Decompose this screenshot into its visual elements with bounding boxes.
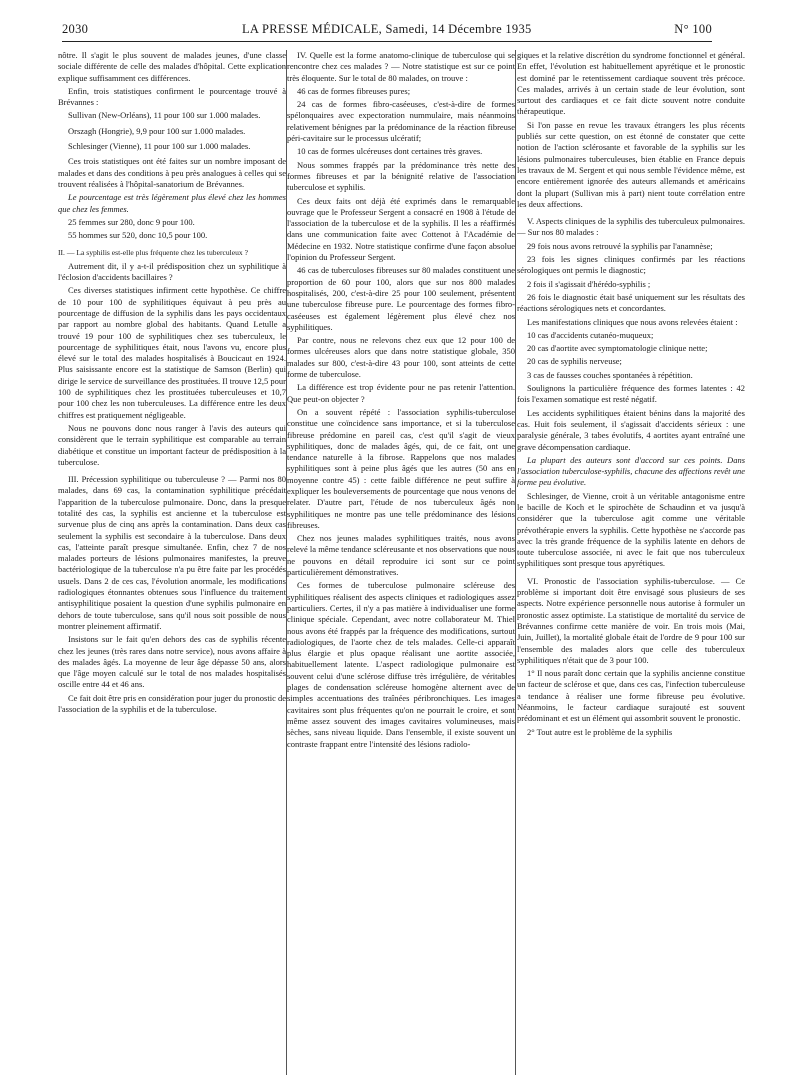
list-item: 3 cas de fausses couches spontanées à répétition. [527,369,693,380]
statistic-item: Schlesinger (Vienne), 11 pour 100 sur 1.000 malades. [68,141,251,152]
list-item: 2 fois il s'agissait d'hérédo-syphilis ; [527,278,651,289]
paragraph: Ces diverses statistiques infirment cette hypothèse. Ce chiffre de 10 pour 100 de syphilitiques équivaut à peu près au pourcentage de diffusion de la syphilis dans les pays occidentaux par rapport au nombre global des habitants. Quand Letulle a trouvé 19 pour 100 de syphilitiques chez ses tuberculeux, le pourcentage de syphilitiques était, nous l'avons vu, encore plus élevé sur le total des malades hospitalisés à Boucicaut en 1924. Plus saisissante encore est la statistique de Samson (Berlin) qui dirige le service de surveillance des prostituées. Il trouve 12,5 pour 100 de syphilitiques chez les prostituées tuberculeuses et 10,7 pour 100 chez les non tuberculeuses. La différence entre les deux chiffres est pratiquement négligeable. [58,285,286,420]
column-1 [58,50,286,1075]
page-header [62,22,712,42]
page-number: 2030 [62,22,89,36]
section-paragraph: VI. Pronostic de l'association syphilis-tuberculose. — Ce problème si important doit être envisagé sous plusieurs de ses aspects. Notre expérience personnelle nous autorise à formuler un pronostic assez optimiste. La statistique de mortalité du service de Brévannes confirme cette manière de voir. En trois mois (Mai, Juin, Juillet), la mortalité globale était de l'ordre de 9 pour 100 sur l'ensemble des malades alors que celle des tuberculeux syphilitiques n'était que de 3 pour 100. [517,575,745,665]
list-item: 10 cas d'accidents cutanéo-muqueux; [527,329,654,340]
paragraph: 2° Tout autre est le problème de la syphilis [527,726,673,737]
statistic-item: 25 femmes sur 280, donc 9 pour 100. [68,216,195,227]
paragraph: Les accidents syphilitiques étaient bénins dans la majorité des cas. Huit fois seulement, il s'agissait d'accidents sérieux : une paralysie générale, 3 tabes évolutifs, 4 aortites ayant entraîné une grave décompensation cardiaque. [517,407,745,452]
paragraph: Par contre, nous ne relevons chez eux que 12 pour 100 de formes ulcéreuses alors que dans notre statistique globale, 350 malades sur 800, c'est-à-dire 43 pour 100, sont atteints de cette forme de tuberculose. [287,335,515,380]
paragraph: La plupart des auteurs sont d'accord sur ces points. Dans l'association tuberculose-syphilis, chacune des affections revêt une forme peu évolutive. [517,454,745,488]
statistic-item: 55 hommes sur 520, donc 10,5 pour 100. [68,230,208,241]
paragraph: On a souvent répété : l'association syphilis-tuberculose constitue une coïncidence sans importance, et si la tuberculose fibreuse prédomine en pareil cas, c'est qu'il s'agit de vieux syphilitiques, donc de malades âgés, qui, de ce fait, ont une tendance naturelle à la fibrose. Rappelons que nos malades syphilitiques sont à peine plus âgés que les autres (50 ans en moyenne contre 45) : cette faible différence ne peut suffire à expliquer les bouleversements de pourcentage que nous venons de relater. D'autre part, l'étude de nos tuberculeux âgés non syphilitiques ne montre pas une telle prédominance des lésions fibreuses. [287,406,515,530]
section-paragraph: V. Aspects cliniques de la syphilis des tuberculeux pulmonaires. — Sur nos 80 malades : [517,216,745,238]
paragraph: Chez nos jeunes malades syphilitiques traités, nous avons relevé la même tendance scléreusante et nos observations que nous ne pouvons en détail reproduire ici sont sur ce point particulièrement démonstratives. [287,533,515,578]
section-paragraph: III. Précession syphilitique ou tuberculeuse ? — Parmi nos 80 malades, dans 69 cas, la contamination syphilitique précédait l'apparition de la tuberculose pulmonaire. Donc, dans la presque totalité des cas, la syphilis est ancienne et la tuberculose est survenue plus de cinq ans après la contamination. Dans deux cas seulement la syphilis est secondaire à la tuberculose. Dans deux cas, l'atteinte paraît presque simultanée. Enfin, chez 7 de nos malades porteurs de lésions pulmonaires manifestes, la preuve bactériologique de la tuberculose n'a pu être faite par les procédés usuels. Dans 2 de ces cas, l'évolution anormale, les modifications radiologiques étonnantes obtenues sous l'influence du traitement antisyphilitique posaient la question d'une syphilis pulmonaire en dehors de toute tuberculose, sans qu'il nous soit possible de nous montrer pleinement affirmatif. [58,474,286,631]
statistic-item: Sullivan (New-Orléans), 11 pour 100 sur 1.000 malades. [68,110,261,121]
paragraph: Ce fait doit être pris en considération pour juger du pronostic de l'association de la syphilis et de la tuberculose. [58,692,286,715]
paragraph: Si l'on passe en revue les travaux étrangers les plus récents publiés sur cette question, on est étonné de constater que cette notion de l'action sclérosante et favorable de la syphilis sur les lésions pulmonaires tuberculeuses, bien établie en France depuis les travaux de M. Sergent et qui nous semble l'évidence même, est encore entièrement ignorée des auteurs allemands et américains dont la plupart (Sullivan mis à part) nient toute corrélation entre les deux affections. [517,119,745,209]
paragraph: Enfin, trois statistiques confirment le pourcentage trouvé à Brévannes : [58,85,286,108]
paragraph: La différence est trop évidente pour ne pas retenir l'attention. Que peut-on objecter ? [287,382,515,404]
column-rule [515,50,516,1075]
paragraph: Les manifestations cliniques que nous avons relevées étaient : [527,316,738,327]
paragraph: Autrement dit, il y a-t-il prédisposition chez un syphilitique à l'éclosion d'accidents bacillaires ? [58,260,286,283]
paragraph: Schlesinger, de Vienne, croit à un véritable antagonisme entre le bacille de Koch et le spirochète de Schaudinn et va jusqu'à considérer que la tuberculose agit comme une véritable prévothérapie envers la syphilis. Cette hypothèse ne s'accorde pas avec la très grande fréquence de la syphilis latente en dehors de toute tuberculose associée, ni avec le fait que nos tuberculeux syphilitiques sont presque tous apyrétiques. [517,490,745,569]
paragraph: Insistons sur le fait qu'en dehors des cas de syphilis récente chez les jeunes (très rares dans notre service), nous avons affaire à des malades âgés. La moyenne de leur âge dépasse 50 ans, alors que l'âge moyen calculé sur le total de nos malades hospitalisés oscille entre 44 et 46 ans. [58,634,286,690]
paragraph: Nous ne pouvons donc nous ranger à l'avis des auteurs qui considèrent que le terrain syphilitique est comparable au terrain diabétique et constitue un important facteur de prédisposition à la tuberculose. [58,422,286,467]
list-item: 20 cas de syphilis nerveuse; [527,356,622,367]
column-2 [287,50,515,1075]
list-item: 23 fois les signes cliniques confirmés par les réactions sérologiques ont permis le diagnostic; [517,254,745,276]
paragraph: giques et la relative discrétion du syndrome fonctionnel et général. En effet, l'évolution est habituellement apyrétique et le pronostic est dominé par le retentissement cardiaque souvent très précoce. Ces malades, arrivés à un certain stade de leur évolution, sont surtout des cardiaques et ce fait dicte souvent notre conduite thérapeutique. [517,50,745,117]
paragraph: Ces trois statistiques ont été faites sur un nombre imposant de malades et dans des conditions à peu près analogues à celles qui se trouvent réalisées à l'hôpital-sanatorium de Brévannes. [58,156,286,189]
section-heading: II. — La syphilis est-elle plus fréquente chez les tuberculeux ? [58,248,248,258]
paragraph: Le pourcentage est très légèrement plus élevé chez les hommes que chez les femmes. [58,192,286,214]
paragraph: Soulignons la particulière fréquence des formes latentes : 42 fois l'examen somatique est resté négatif. [517,383,745,405]
list-item: 46 cas de formes fibreuses pures; [297,85,411,96]
journal-title: LA PRESSE MÉDICALE, Samedi, 14 Décembre 1935 [242,22,532,36]
list-item: 24 cas de formes fibro-caséeuses, c'est-à-dire de formes spélonquaires avec expectoration nummulaire, mais néanmoins relativement bénignes par la prédominance de la réaction fibreuse péri-cavitaire sur le processus ulcératif; [287,99,515,144]
section-paragraph: IV. Quelle est la forme anatomo-clinique de tuberculose qui se rencontre chez ces malades ? — Notre statistique est sur ce point très éloquente. Sur le total de 80 malades, on trouve : [287,50,515,83]
list-item: 26 fois le diagnostic était basé uniquement sur les résultats des réactions sérologiques nets et concordantes. [517,291,745,314]
paragraph: 46 cas de tuberculoses fibreuses sur 80 malades constituent une proportion de 60 pour 100, alors que sur nos 800 malades hospitalisés, 200, c'est-à-dire 25 pour 100 seulement, présentent une tuberculose fibreuse pure. Le pourcentage des formes fibro-caséeuses est également légèrement plus élevé chez nos syphilitiques. [287,265,515,332]
list-item: 29 fois nous avons retrouvé la syphilis par l'anamnèse; [527,240,713,251]
paragraph: Ces formes de tuberculose pulmonaire scléreuse des syphilitiques réalisent des aspects cliniques et radiologiques assez particuliers. Certes, il n'y a pas matière à individualiser une forme clinique spéciale. Cependant, avec notre collaborateur M. Thiel nous avons été frappés par la fréquence des modifications, surtout radiologiques, de l'aorte chez de tels malades. Celle-ci apparaît plus élargie et plus opaque réalisant une aortite associée, habituellement latente. L'aspect radiologique pulmonaire est souvent celui d'une sclérose diffuse très irrégulière, de véritables plages de condensation scléreuse homogène alternent avec de simples accentuations des traînées péribronchiques. Les images cavitaires sont plus fréquentes qu'on ne pourrait le croire, et sont même assez souvent des images cavitaires volumineuses, mais sèches, sans niveau liquide. Dans l'ensemble, il existe souvent un contraste frappant entre l'intensité des lésions radiolo- [287,580,515,749]
statistic-item: Orszagh (Hongrie), 9,9 pour 100 sur 1.000 malades. [68,125,246,136]
issue-number: N° 100 [674,22,712,36]
paragraph: nôtre. Il s'agit le plus souvent de malades jeunes, d'une classe sociale différente de celle des malades d'hôpital. Cette explication explique suffisamment ces différences. [58,50,286,83]
paragraph: Nous sommes frappés par la prédominance très nette des formes fibreuses et par la bénignité relative de l'association tuberculose et syphilis. [287,159,515,193]
paragraph: Ces deux faits ont déjà été exprimés dans le remarquable ouvrage que le Professeur Sergent a consacré en 1908 à l'étude de l'association de la tuberculose et de la syphilis. Il les a réaffirmés dans une communication faite avec Cottenot à l'Académie de Médecine en 1932. Notre statistique confirme d'une façon absolue l'opinion du Professeur Sergent. [287,195,515,263]
list-item: 20 cas d'aortite avec symptomatologie clinique nette; [527,343,708,354]
paragraph: 1° Il nous paraît donc certain que la syphilis ancienne constitue un facteur de sclérose et que, dans ces cas, l'infection tuberculeuse a tendance à réaliser une forme fibreuse peu évolutive. Néanmoins, le facteur cardiaque surajouté est souvent prédominant et est un élément qui assombrit souvent le pronostic. [517,668,745,724]
column-3 [517,50,745,1075]
list-item: 10 cas de formes ulcéreuses dont certaines très graves. [297,146,483,157]
